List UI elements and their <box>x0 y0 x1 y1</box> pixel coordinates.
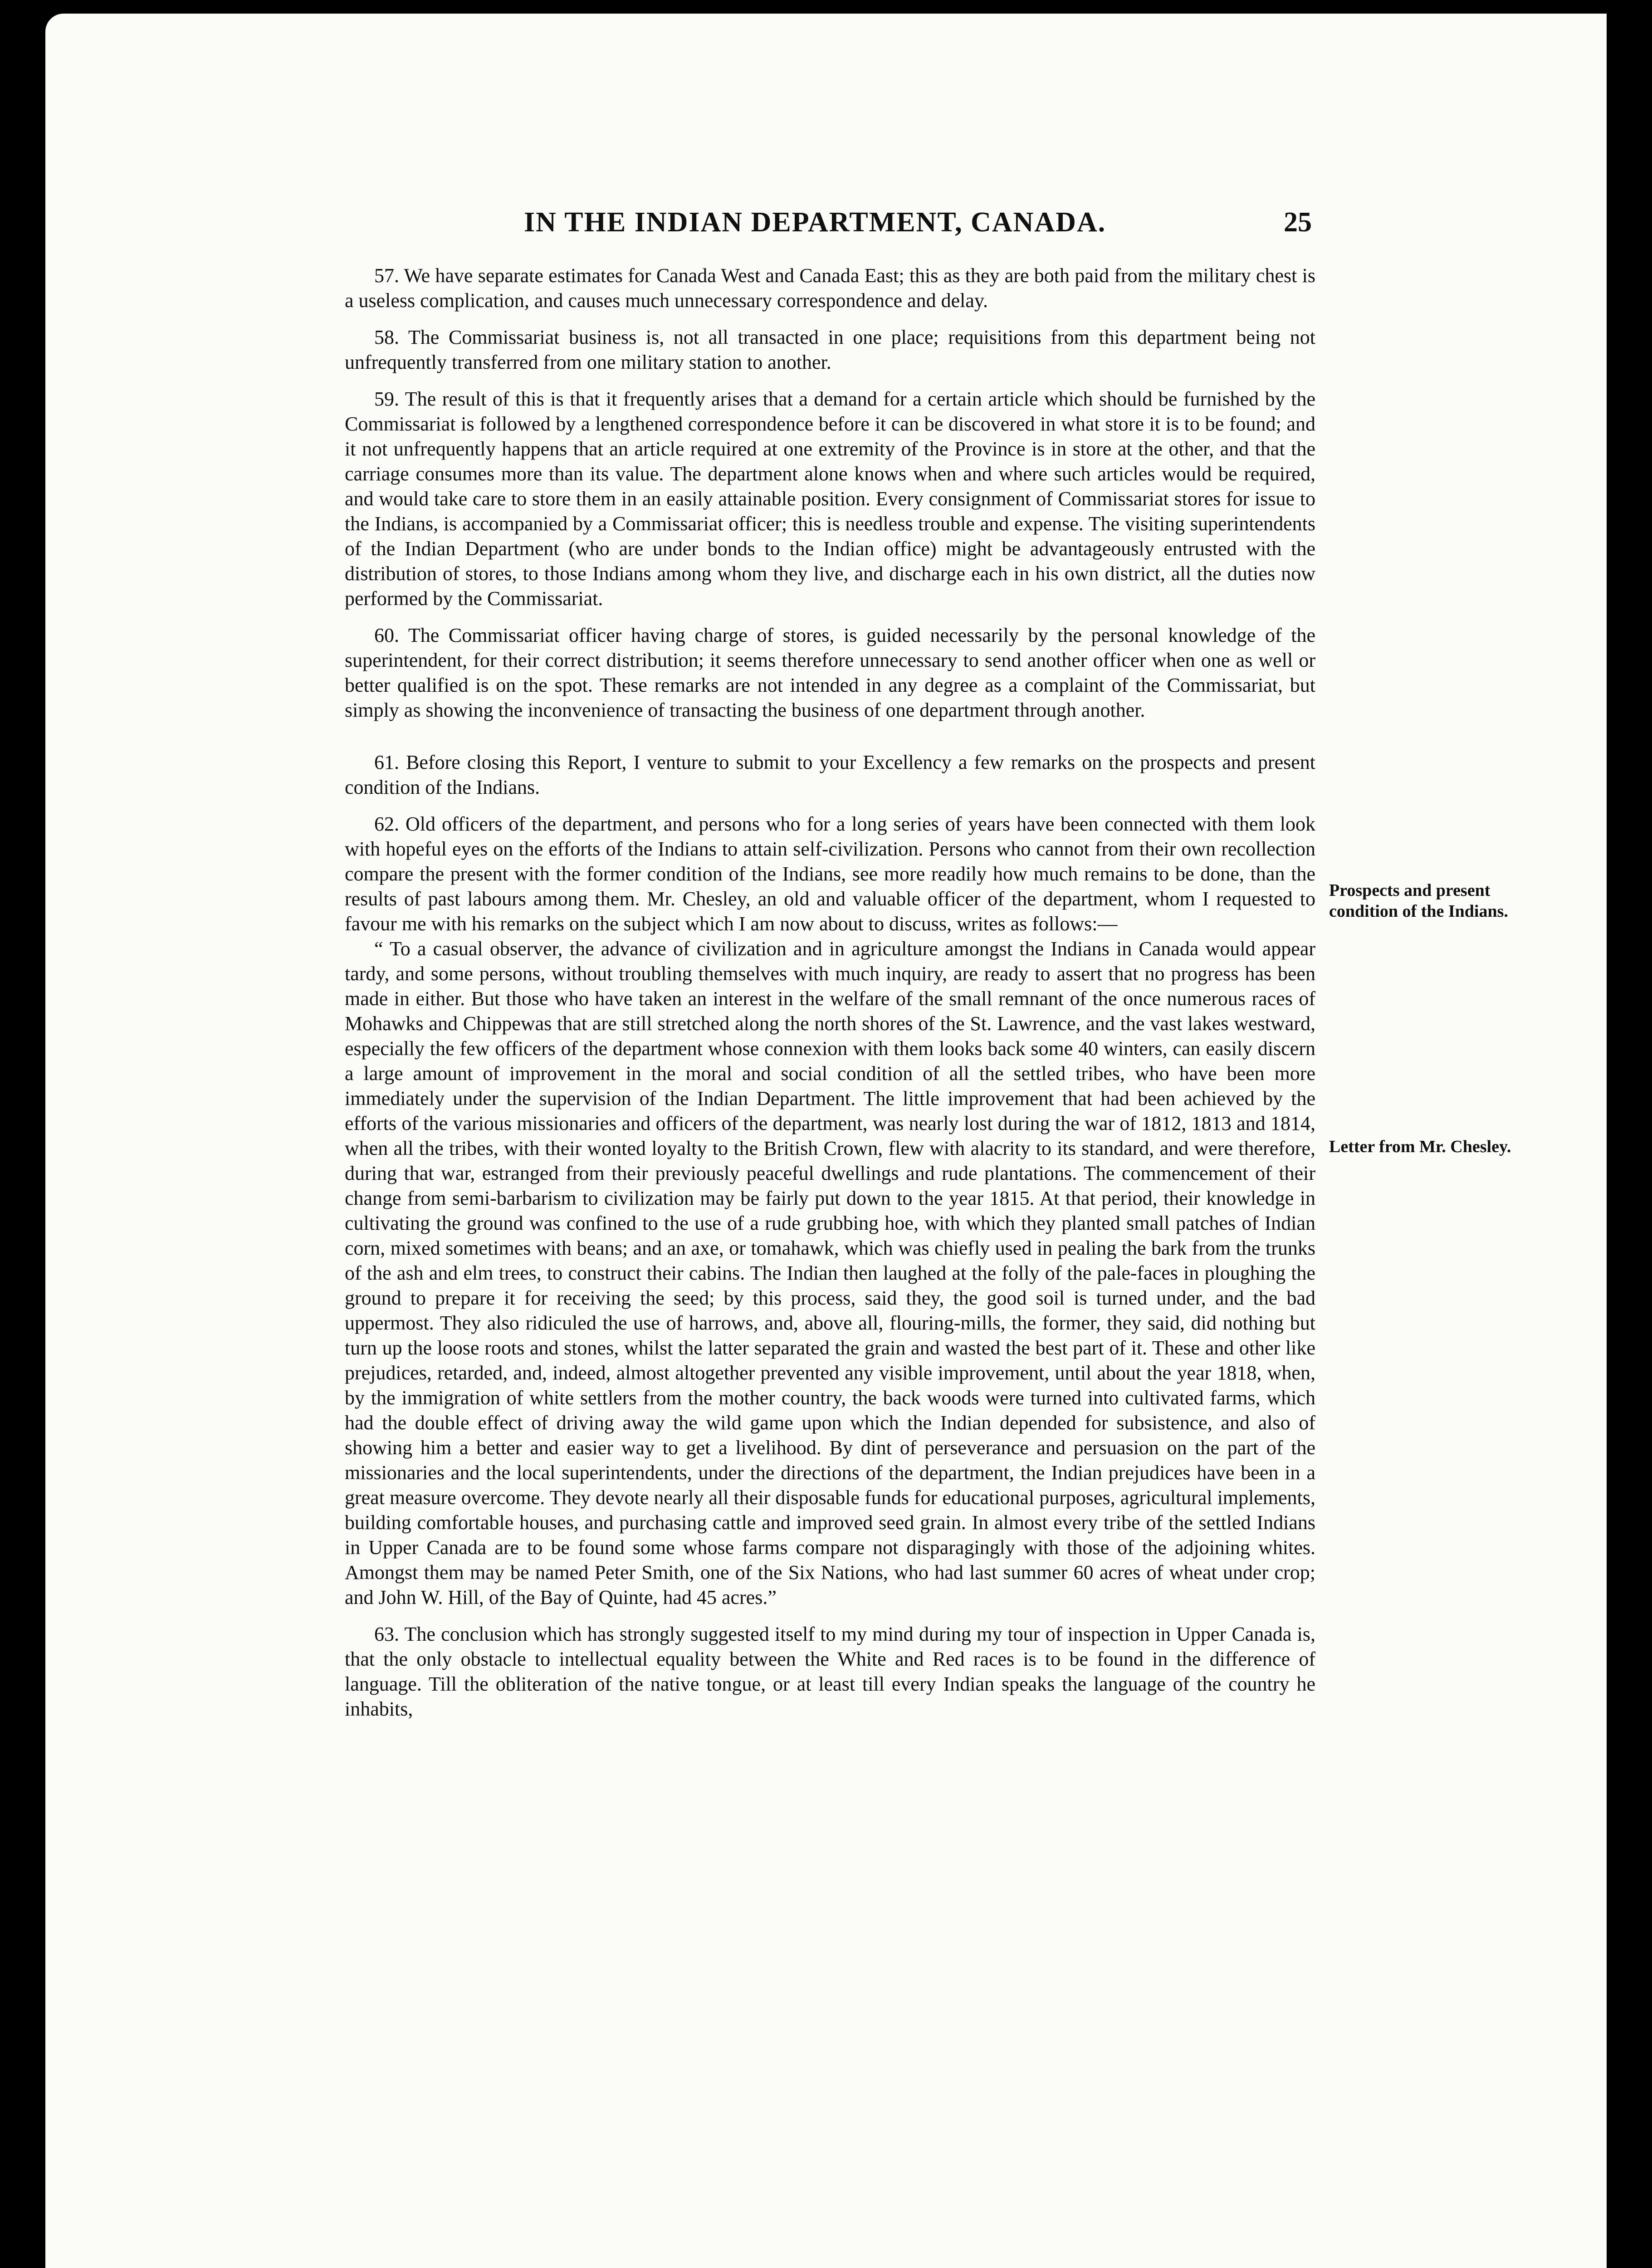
paragraph-61: 61. Before closing this Report, I venture to submit to your Excellency a few remarks on the prospects and present condition of the Indians. <box>345 751 1315 798</box>
paragraph-57: 57. We have separate estimates for Canada West and Canada East; this as they are both paid from the military chest is a useless complication, and causes much unnecessary correspondence and delay. <box>345 264 1315 312</box>
paragraph-63: 63. The conclusion which has strongly suggested itself to my mind during my tour of inspection in Upper Canada is, that the only obstacle to intellectual equality between the White and Red races is to be found in the difference of language. Till the obliteration of the native tongue, or at least till every Indian speaks the language of the country he inhabits, <box>345 1623 1315 1720</box>
paragraph-62: 62. Old officers of the department, and persons who for a long series of years have been connected with them look with hopeful eyes on the efforts of the Indians to attain self-civilization. Persons who cannot from their own recollection compare the present with the former condition of the Indians, see more readily how much remains to be done, than the results of past labours among them. Mr. Chesley, an old and valuable officer of the department, whom I requested to favour me with his remarks on the subject which I am now about to discuss, writes as follows:— <box>345 813 1315 935</box>
margin-note-letter: Letter from Mr. Chesley. <box>1329 1137 1511 1156</box>
running-title: IN THE INDIAN DEPARTMENT, CANADA. <box>524 207 1106 238</box>
paragraph-59: 59. The result of this is that it frequently arises that a demand for a certain article which should be furnished by the Commissariat is followed by a lengthened correspondence before it can be discovered in what store it is to be found; and it not unfrequently happens that an article required at one extremity of the Province is in store at the other, and that the carriage consumes more than its value. The department alone knows when and where such articles would be required, and would take care to store them in an easily attainable position. Every consignment of Commissariat stores for issue to the Indians, is accompanied by a Commissariat officer; this is needless trouble and expense. The visiting superintendents of the Indian Department (who are under bonds to the Indian office) might be advantageously entrusted with the distribution of stores, to those Indians among whom they live, and discharge each in his own district, all the duties now performed by the Commissariat. <box>345 388 1315 610</box>
margin-note-prospects: Prospects and present condition of the Indians. <box>1329 881 1508 921</box>
paragraph-60: 60. The Commissariat officer having charge of stores, is guided necessarily by the personal knowledge of the superintendent, for their correct distribution; it seems therefore unnecessary to send another officer when one as well or better qualified is on the spot. These remarks are not intended in any degree as a complaint of the Commissariat, but simply as showing the inconvenience of transacting the business of one department through another. <box>345 624 1315 721</box>
chesley-quotation: “ To a casual observer, the advance of civilization and in agriculture amongst the Indians in Canada would appear tardy, and some persons, without troubling themselves with much inquiry, are ready to assert that no progress has been made in either. But those who have taken an interest in the welfare of the small remnant of the once numerous races of Mohawks and Chippewas that are still stretched along the north shores of the St. Lawrence, and the vast lakes westward, especially the few officers of the department whose connexion with them looks back some 40 winters, can easily discern a large amount of improvement in the moral and social condition of all the settled tribes, who have been more immediately under the supervision of the Indian Department. The little improvement that had been achieved by the efforts of the various missionaries and officers of the department, was nearly lost during the war of 1812, 1813 and 1814, when all the tribes, with their wonted loyalty to the British Crown, flew with alacrity to its standard, and were therefore, during that war, estranged from their previously peaceful dwellings and rude plantations. The commencement of their change from semi-barbarism to civilization may be fairly put down to the year 1815. At that period, their knowledge in cultivating the ground was confined to the use of a rude grubbing hoe, with which they planted small patches of Indian corn, mixed sometimes with beans; and an axe, or tomahawk, which was chiefly used in pealing the bark from the trunks of the ash and elm trees, to construct their cabins. The Indian then laughed at the folly of the pale-faces in ploughing the ground to prepare it for receiving the seed; by this process, said they, the good soil is turned under, and the bad uppermost. They also ridiculed the use of harrows, and, above all, flouring-mills, the former, they said, did nothing but turn up the loose roots and stones, whilst the latter separated the grain and wasted the best part of it. These and other like prejudices, retarded, and, indeed, almost altogether prevented any visible improvement, until about the year 1818, when, by the immigration of white settlers from the mother country, the back woods were turned into cultivated farms, which had the double effect of driving away the wild game upon which the Indian depended for subsistence, and also of showing him a better and easier way to get a livelihood. By dint of perseverance and persuasion on the part of the missionaries and the local superintendents, under the directions of the department, the Indian prejudices have been in a great measure overcome. They devote nearly all their disposable funds for educational purposes, agricultural implements, building comfortable houses, and purchasing cattle and improved seed grain. In almost every tribe of the settled Indians in Upper Canada are to be found some whose farms compare not disparagingly with those of the adjoining whites. Amongst them may be named Peter Smith, one of the Six Nations, who had last summer 60 acres of wheat under crop; and John W. Hill, of the Bay of Quinte, had 45 acres.” <box>345 938 1315 1608</box>
paragraph-58: 58. The Commissariat business is, not all transacted in one place; requisitions from this department being not unfrequently transferred from one military station to another. <box>345 326 1315 373</box>
page-number: 25 <box>1284 207 1312 238</box>
body-text <box>345 263 1315 1733</box>
